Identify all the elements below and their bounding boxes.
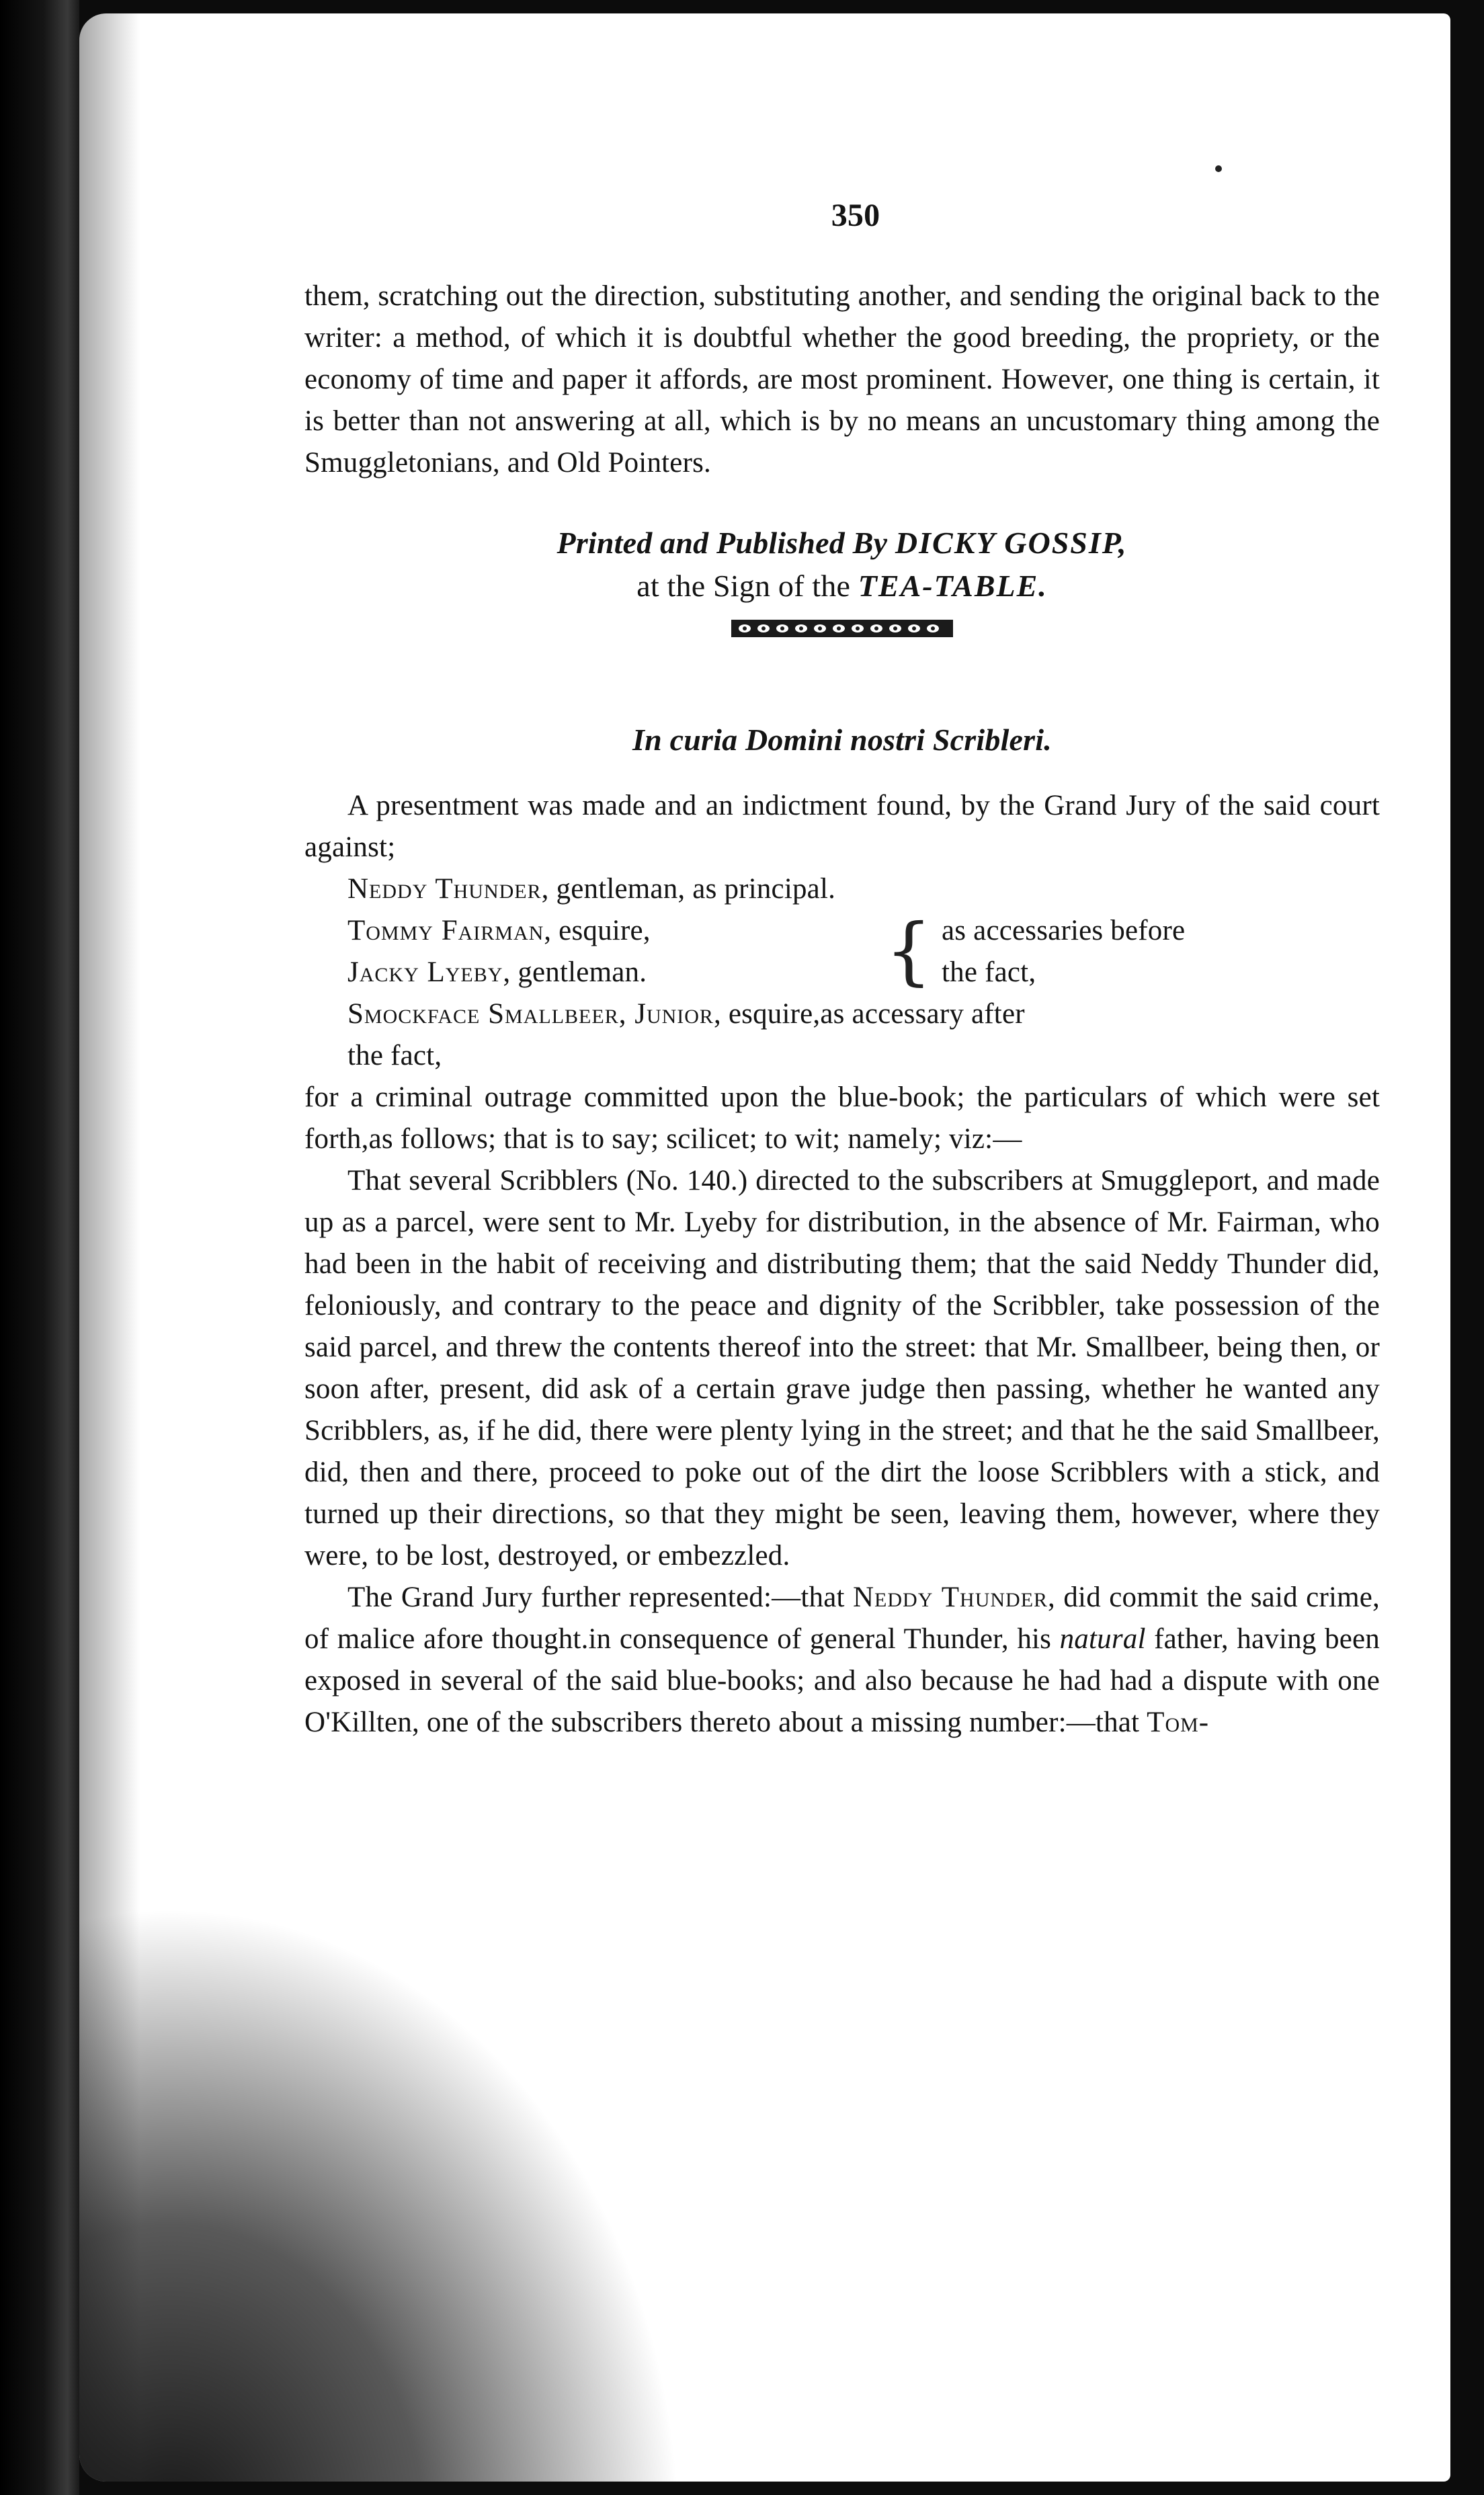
grand-jury-name-1: Neddy Thunder: [853, 1582, 1048, 1613]
sign-prefix: at the Sign of the: [636, 569, 851, 603]
accessory-before-line-2: the fact,: [942, 956, 1036, 988]
accessories-before-group: [304, 907, 1380, 993]
accessory-2: [347, 952, 885, 993]
imprint-prefix: Printed and Published By: [556, 526, 888, 560]
grand-jury-part-3: father, having been exposed in several of the said blue-books; and also because he had had a dispute with one O'Killten, one of the subscribers thereto about a missing number:—that: [304, 1623, 1380, 1738]
grand-jury-part-1: The Grand Jury further represented:—that: [347, 1582, 853, 1613]
facts-paragraph: That several Scribblers (No. 140.) directed to the subscribers at Smuggleport, and made up as a parcel, were sent to Mr. Lyeby for distribution, in the absence of Mr. Fairman, who had been in the habit of receiving and distributing them; that the said Neddy Thunder did, feloniously, and contrary to the peace and dignity of the Scribbler, take possession of the said parcel, and threw the contents thereof into the street: that Mr. Smallbeer, being then, or soon after, present, did ask of a certain grave judge then passing, whether he wanted any Scribblers, as, if he did, there were plenty lying in the street; and that he the said Smallbeer, did, then and there, proceed to poke out of the dirt the loose Scribblers with a stick, and turned up their directions, so that they might be seen, leaving them, however, where they were, to be lost, destroyed, or embezzled.: [304, 1165, 1380, 1571]
court-title: In curia Domini nostri Scribleri.: [632, 723, 1052, 757]
page-corner-shadow: [79, 1904, 684, 2482]
brace-icon: {: [885, 907, 933, 993]
grand-jury-part-2: , did commit the said crime, of malice afore thought.in consequence of general Thunder, his: [304, 1582, 1380, 1655]
imprint-line-2: [304, 565, 1380, 608]
accessory-before-label: [925, 910, 1185, 993]
accessory-2-name: Jacky Lyeby: [347, 956, 503, 988]
accessory-after-line-cont: the fact,: [347, 1040, 442, 1071]
sign-name: TEA-TABLE.: [858, 569, 1048, 603]
publisher-name: DICKY GOSSIP,: [895, 526, 1128, 560]
accessory-after-line: [304, 993, 1380, 1035]
grand-jury-paragraph: [304, 1577, 1380, 1744]
page-number: 350: [831, 198, 880, 233]
principal-name: Neddy Thunder: [347, 873, 542, 905]
ornament-divider: [731, 618, 953, 639]
principal-line: [304, 868, 1380, 910]
grand-jury-italic: natural: [1059, 1623, 1146, 1655]
accessory-1-name: Tommy Fairman: [347, 915, 544, 946]
imprint-line-1: [304, 522, 1380, 565]
book-page: [79, 13, 1450, 2482]
presentment-intro: A presentment was made and an indictment found, by the Grand Jury of the said court against;: [304, 790, 1380, 863]
accessory-1-role: , esquire,: [544, 915, 651, 946]
accessory-before-line-1: as accessaries before: [942, 915, 1186, 946]
top-paragraph: them, scratching out the direction, substituting another, and sending the original back to the writer: a method, of which it is doubtful whether the good breeding, the propriety, or the economy of time and paper it affords, are most prominent. However, one thing is certain, it is better than not answering at all, which is by no means an uncustomary thing among the Smuggletonians, and Old Pointers.: [304, 280, 1380, 479]
accessory-2-role: , gentleman.: [503, 956, 647, 988]
accessory-after-name: Smockface Smallbeer, Junior: [347, 998, 714, 1030]
principal-role: , gentleman, as principal.: [541, 873, 836, 905]
accessory-after-role: , esquire,as accessary after: [713, 998, 1025, 1030]
ink-speck: [1215, 165, 1222, 172]
charge-paragraph: for a criminal outrage committed upon the blue-book; the particulars of which were set forth,as follows; that is to say; scilicet; to wit; namely; viz:—: [304, 1081, 1380, 1155]
page-gutter-shadow: [79, 13, 140, 2482]
page-text: [304, 195, 1380, 1744]
book-binding-edge: [0, 0, 79, 2495]
accessory-1: [347, 910, 885, 952]
grand-jury-name-2: Tom-: [1147, 1707, 1210, 1738]
imprint: [304, 522, 1380, 639]
accessory-names: [347, 910, 885, 993]
